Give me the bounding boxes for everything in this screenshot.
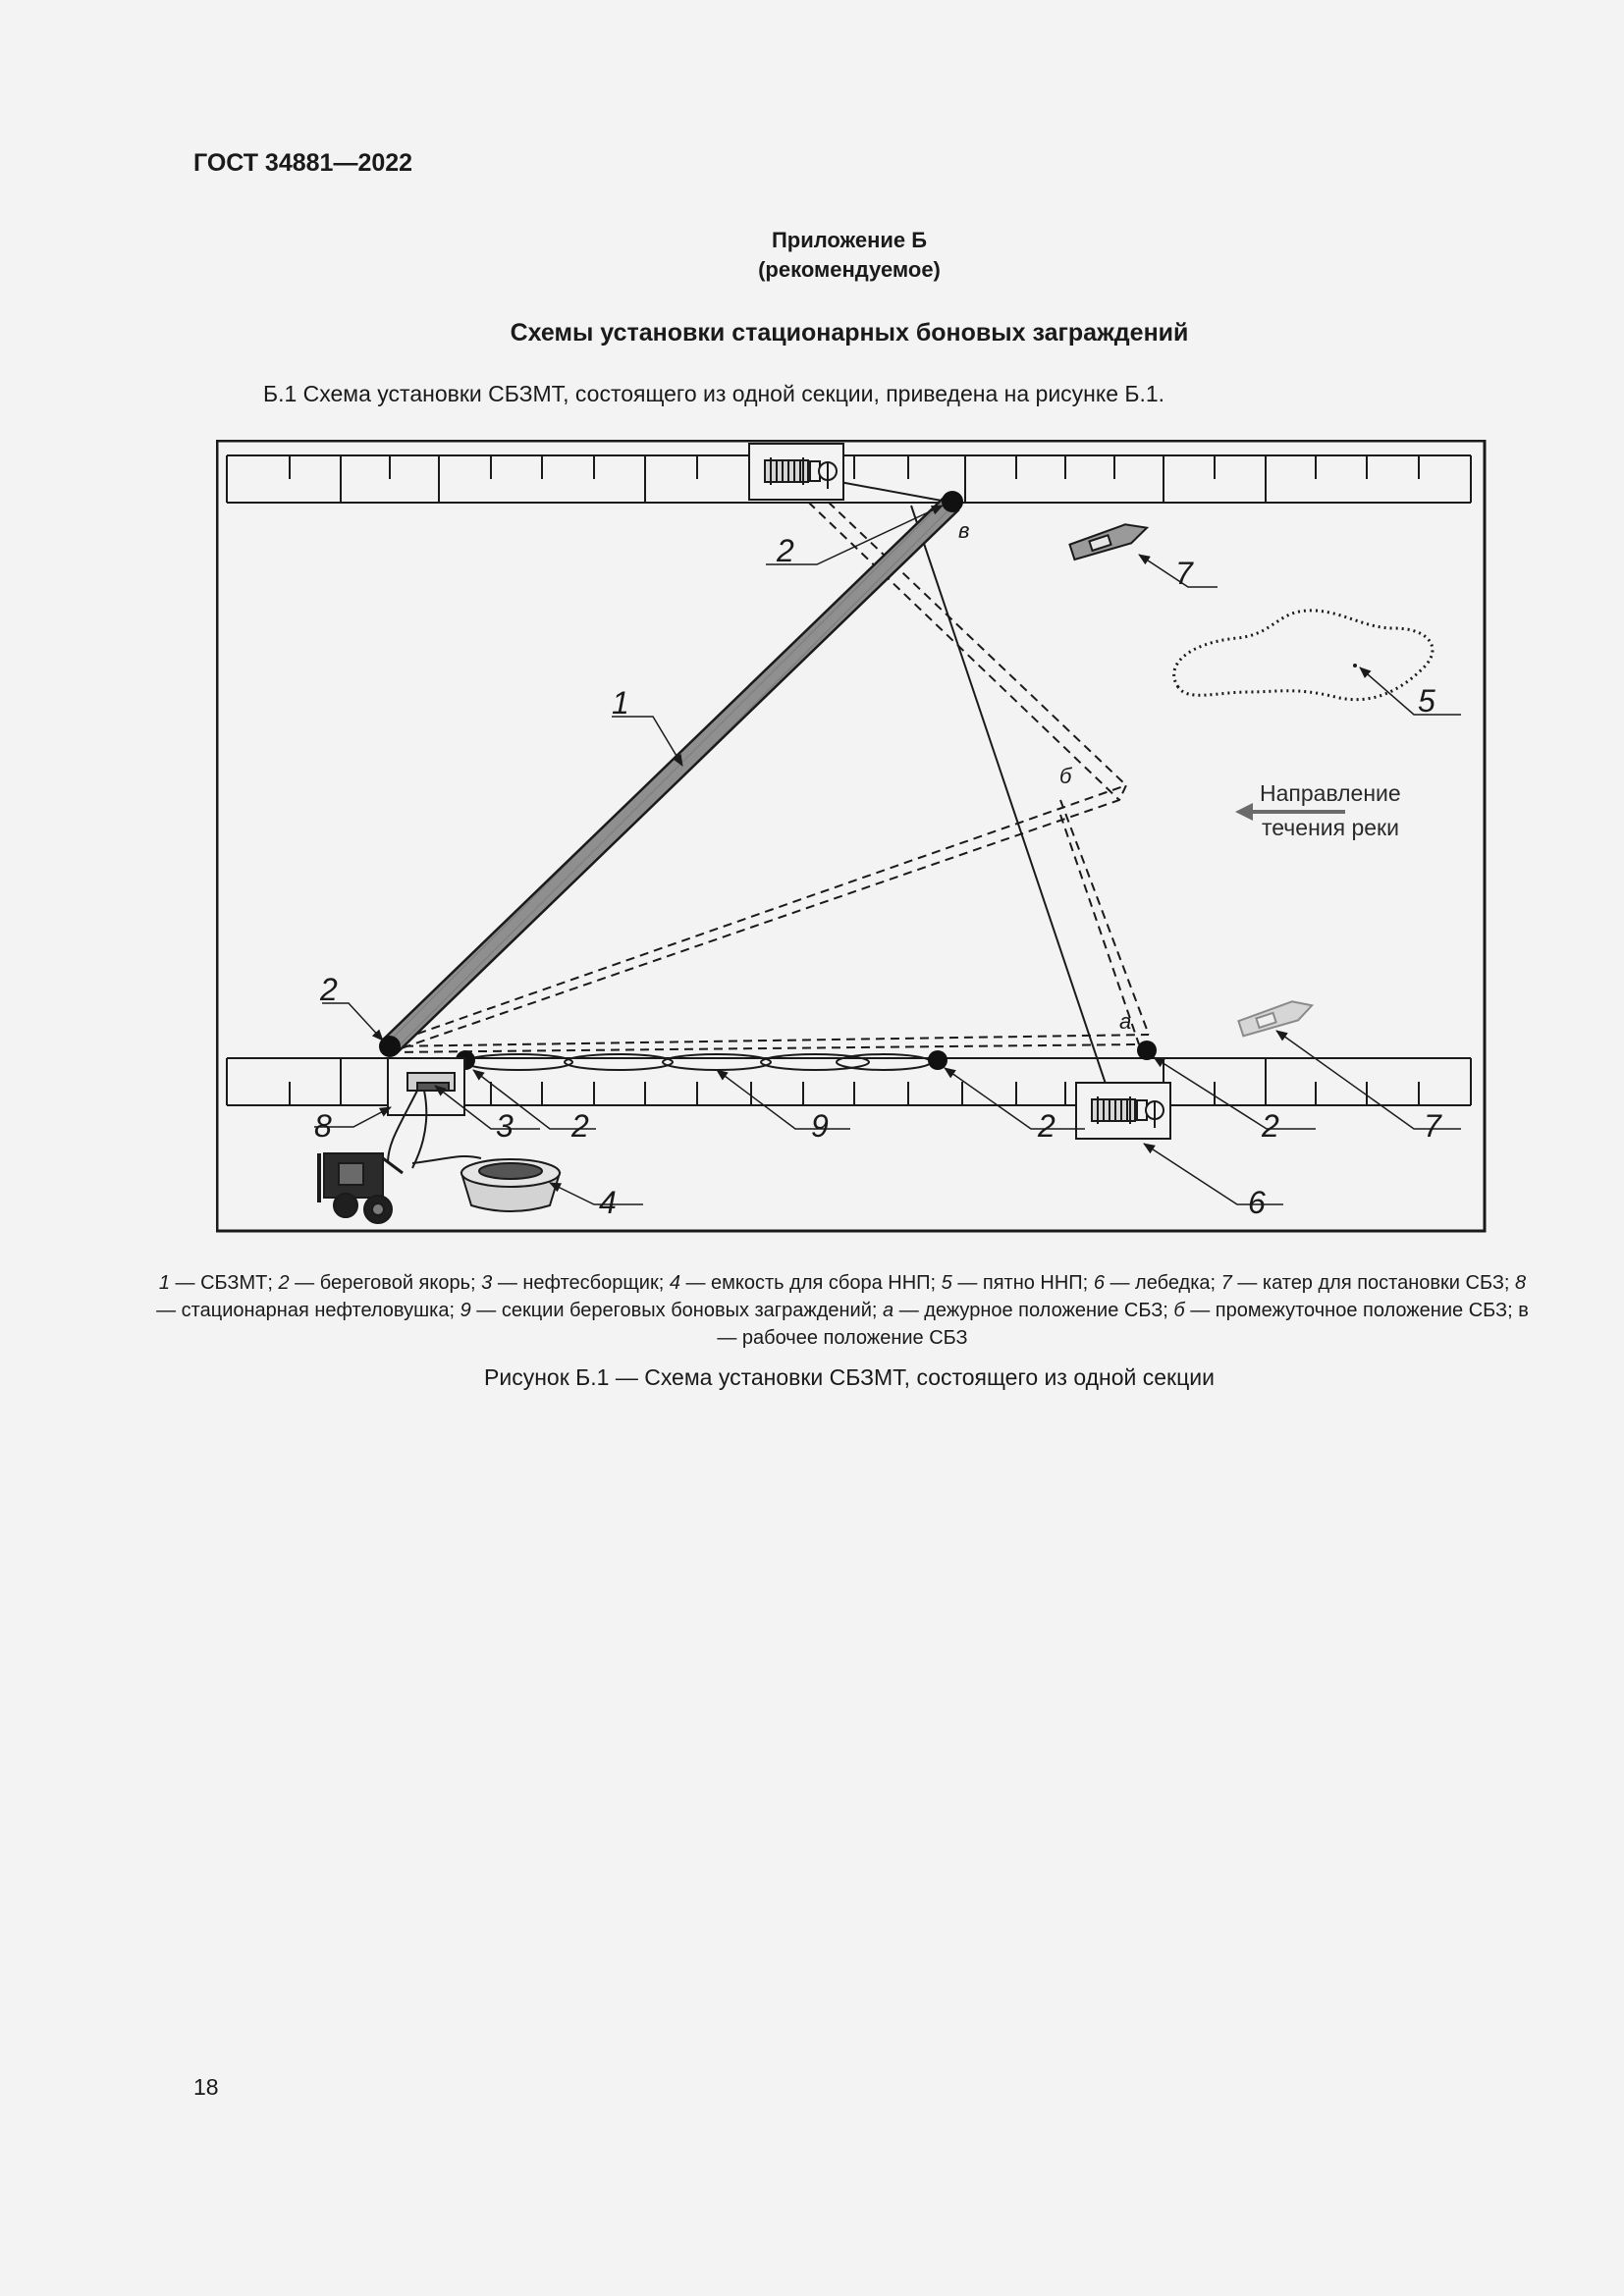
label-anchor-sections-end: 2 <box>1038 1108 1056 1144</box>
figure-caption: Рисунок Б.1 — Схема установки СБЗМТ, состоящего из одной секции <box>484 1364 1215 1390</box>
boom-installation-diagram <box>216 440 1487 1233</box>
section-title: Схемы установки стационарных боновых заграждений <box>510 319 1189 347</box>
page-number: 18 <box>193 2074 219 2100</box>
top-winch-icon <box>749 444 843 500</box>
label-anchor-left: 2 <box>320 972 338 1007</box>
legend-item: 2 — береговой якорь; <box>278 1272 482 1294</box>
label-boom: 1 <box>612 685 629 721</box>
legend-item: 1 — СБЗМТ; <box>158 1272 279 1294</box>
label-anchor-top: 2 <box>777 533 794 568</box>
figure-legend <box>147 1269 1538 1352</box>
appendix-title: Приложение Б <box>771 228 928 252</box>
label-boat-top: 7 <box>1175 556 1193 591</box>
position-label-intermediate: б <box>1059 764 1072 788</box>
flow-direction-line1: Направление <box>1260 780 1401 806</box>
legend-item: 3 — нефтесборщик; <box>481 1272 670 1294</box>
anchor-top <box>942 491 963 512</box>
oil-spill-center <box>1353 664 1357 667</box>
position-label-working: в <box>958 518 970 543</box>
legend-item: 4 — емкость для сбора ННП; <box>669 1272 942 1294</box>
flow-direction-line2: течения реки <box>1262 815 1399 840</box>
label-oil-trap: 8 <box>314 1108 332 1144</box>
document-header: ГОСТ 34881—2022 <box>193 149 413 177</box>
legend-item: 9 — секции береговых боновых заграждений; <box>460 1300 884 1321</box>
intro-paragraph: Б.1 Схема установки СБЗМТ, состоящего из одной секции, приведена на рисунке Б.1. <box>263 381 1165 406</box>
legend-item: 6 — лебедка; <box>1093 1272 1221 1294</box>
anchor-sections-end <box>928 1050 947 1070</box>
skimmer-icon <box>407 1073 455 1091</box>
label-boat-bottom: 7 <box>1424 1108 1441 1144</box>
label-winch: 6 <box>1248 1185 1266 1220</box>
label-shore-sections: 9 <box>811 1108 829 1144</box>
label-skimmer: 3 <box>496 1108 514 1144</box>
bottom-winch-icon <box>1076 1083 1170 1139</box>
legend-item: 8 — стационарная нефтеловушка; <box>156 1272 1527 1321</box>
legend-item: б — промежуточное положение СБЗ; в — рабочее положение СБЗ <box>717 1300 1529 1349</box>
legend-item: 5 — пятно ННП; <box>941 1272 1094 1294</box>
appendix-subtitle: (рекомендуемое) <box>758 257 941 282</box>
label-collection-tank: 4 <box>599 1185 617 1220</box>
legend-item: а — дежурное положение СБЗ; <box>883 1300 1174 1321</box>
position-label-standby: а <box>1119 1009 1132 1034</box>
legend-item: 7 — катер для постановки СБЗ; <box>1220 1272 1516 1294</box>
collection-tank-icon <box>461 1159 560 1211</box>
label-oil-spill: 5 <box>1418 683 1435 719</box>
label-anchor-right: 2 <box>1262 1108 1279 1144</box>
label-anchor-sections-start: 2 <box>571 1108 589 1144</box>
